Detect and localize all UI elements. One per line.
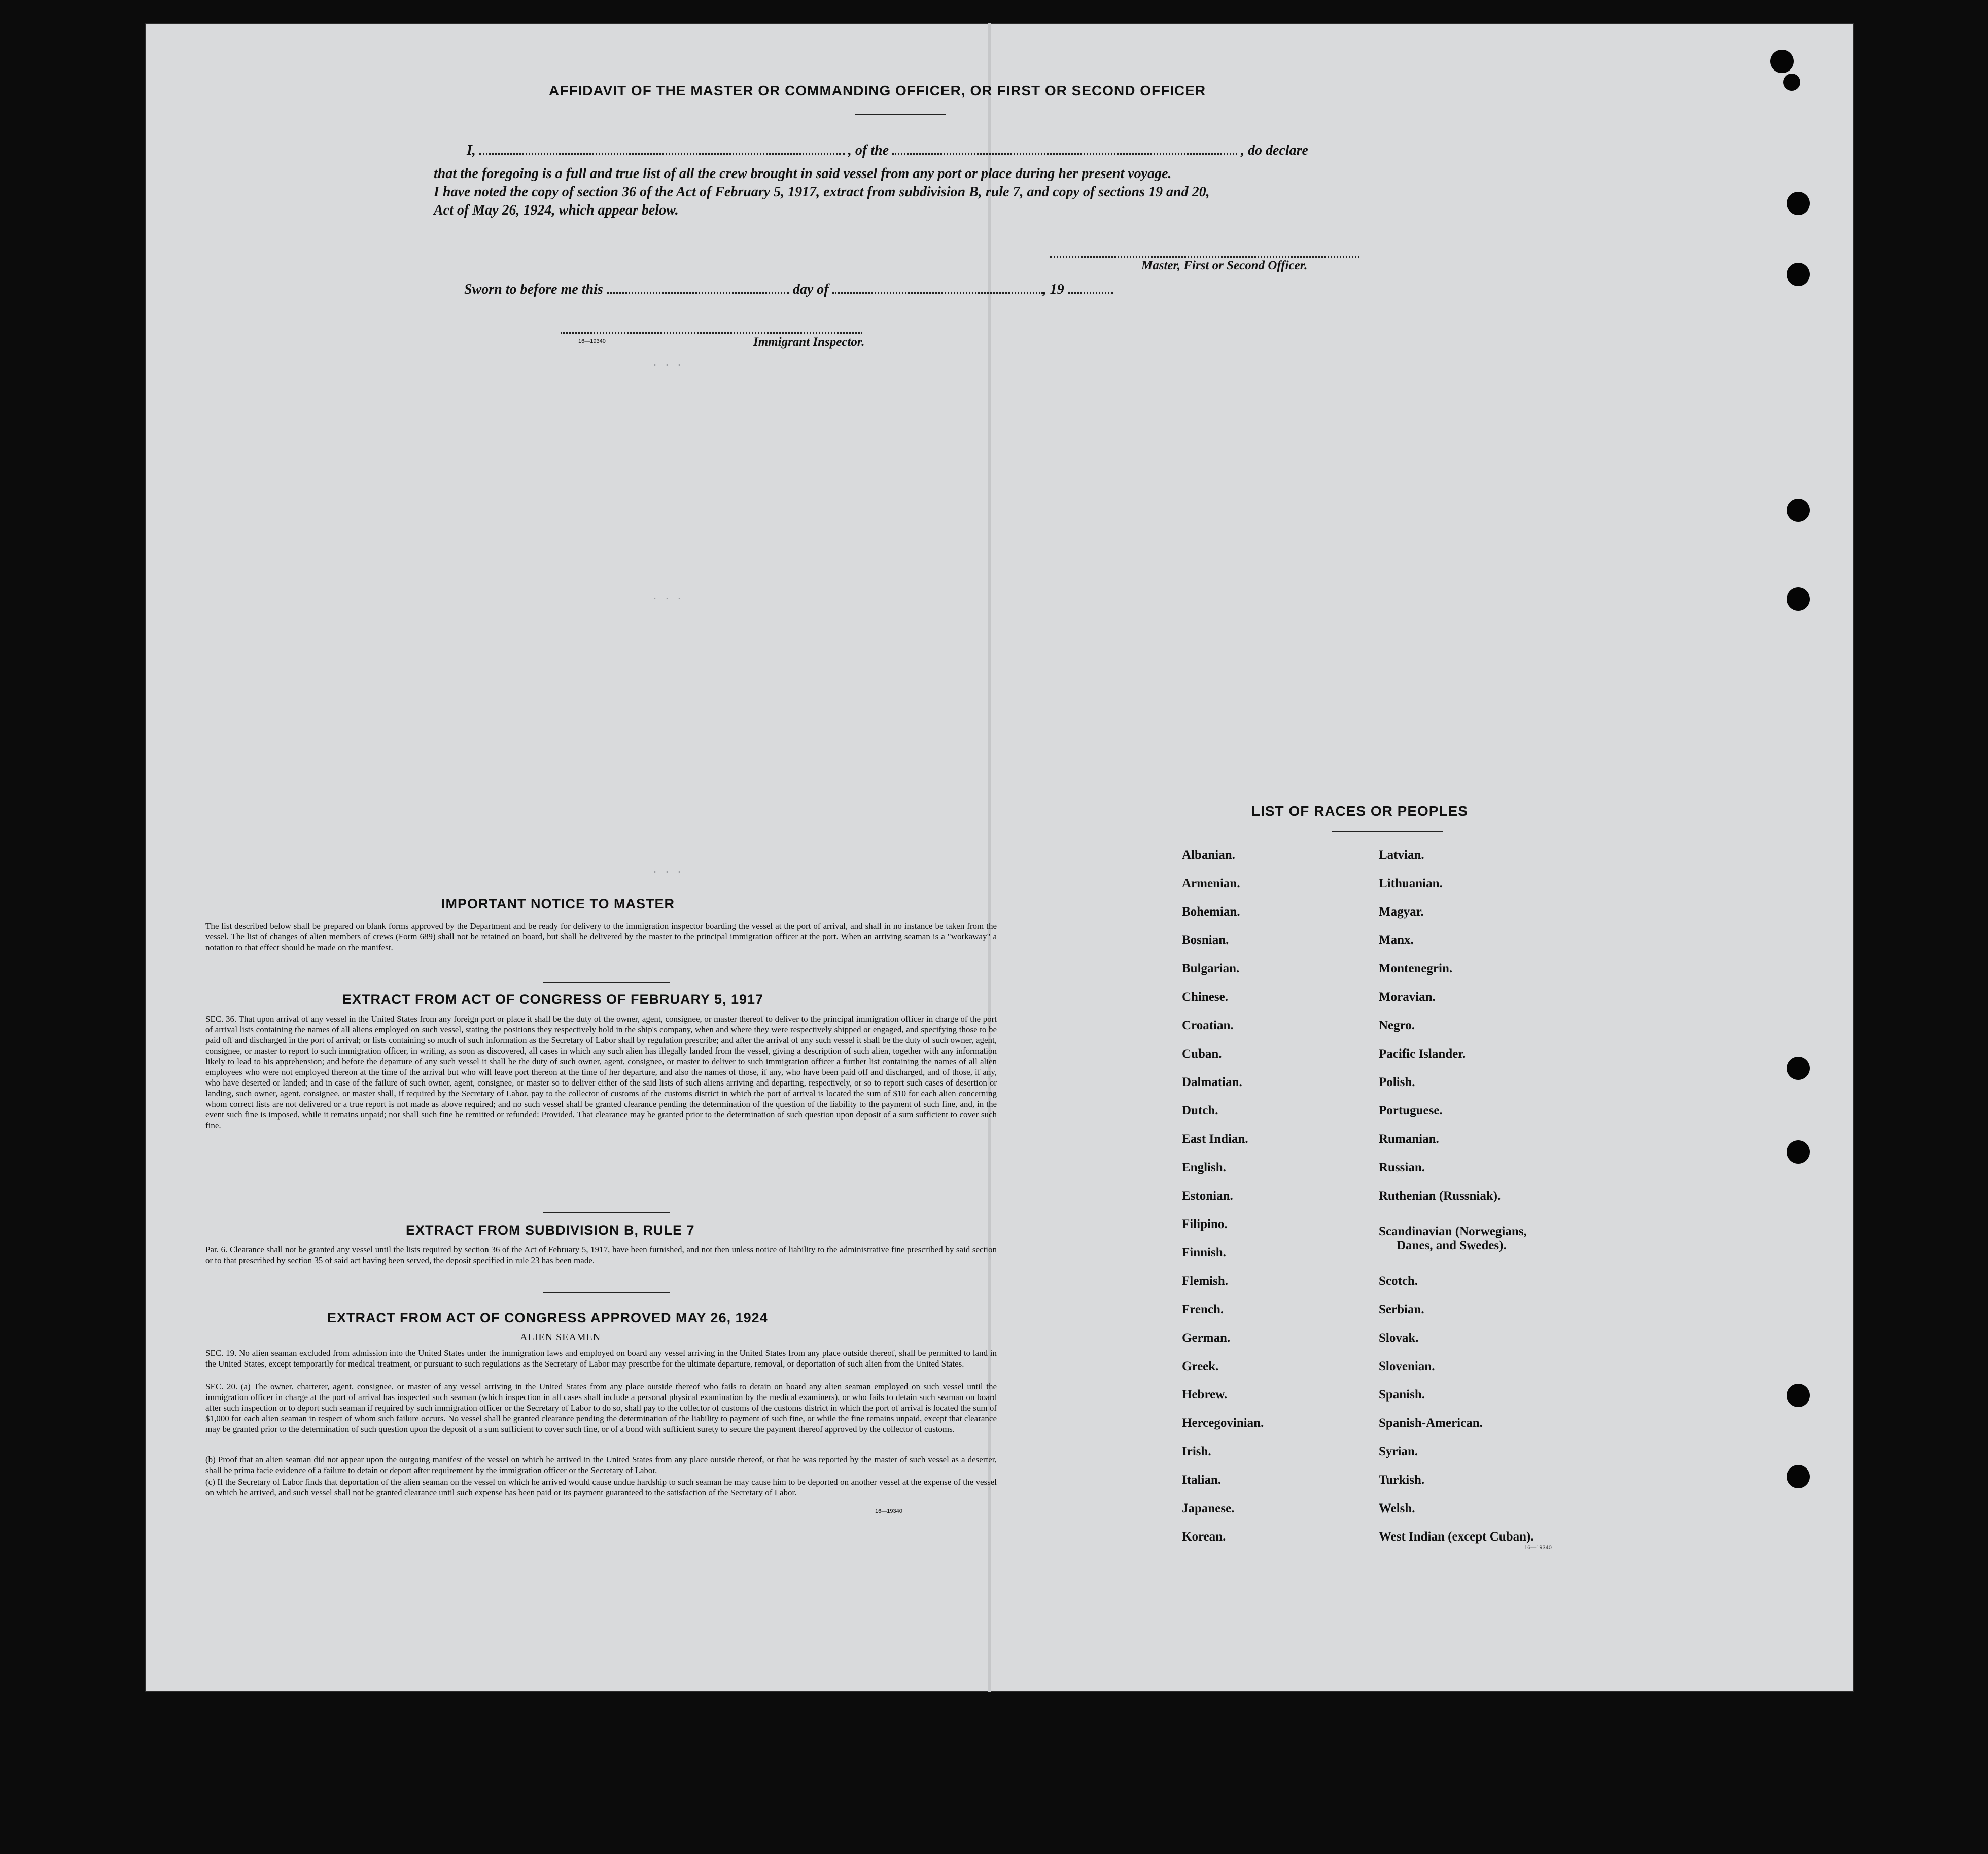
alien-seamen-subtitle: ALIEN SEAMEN (520, 1332, 601, 1343)
extract-1917-title: EXTRACT FROM ACT OF CONGRESS OF FEBRUARY 5, 1917 (342, 992, 764, 1007)
punch-hole (1787, 1384, 1810, 1407)
race-item: Armenian. (1182, 877, 1240, 890)
section-19-text: SEC. 19. No alien seaman excluded from admission into the United States under the immigration laws and employed on board any vessel arriving in the United States from any place outside thereof, shall be permitted to land in the United States, except temporarily for medical treatment, or pursuant to such regulations as the Secretary of Labor may prescribe for the ultimate departure, removal, or deportation of such alien from the United States. (205, 1348, 997, 1369)
punch-hole (1787, 1057, 1810, 1080)
race-item: English. (1182, 1161, 1226, 1174)
inspector-caption: Immigrant Inspector. (753, 335, 865, 349)
sworn-year-field[interactable] (1068, 292, 1113, 294)
bleed-through-mark: . . . (652, 865, 683, 877)
bleed-through-mark: . . . (652, 591, 683, 603)
form-number: 16—19340 (578, 338, 606, 344)
race-item: Bohemian. (1182, 905, 1240, 919)
bleed-through-mark: . . . (652, 358, 683, 369)
race-item: Spanish-American. (1379, 1416, 1483, 1430)
do-declare-label: , do declare (1241, 143, 1308, 158)
race-item: Korean. (1182, 1530, 1226, 1544)
race-item: Pacific Islander. (1379, 1047, 1466, 1061)
declaration-line2: that the foregoing is a full and true list of all the crew brought in said vessel from any port or place during her present voyage. (434, 166, 1172, 182)
affidavit-title: AFFIDAVIT OF THE MASTER OR COMMANDING OFFICER, OR FIRST OR SECOND OFFICER (549, 83, 1206, 98)
punch-hole (1787, 1140, 1810, 1164)
race-item: Negro. (1379, 1019, 1415, 1032)
section-20a-text: SEC. 20. (a) The owner, charterer, agent, consignee, or master of any vessel arriving in the United States from any place outside thereof who fails to detain on board any alien seaman employed on such vessel until the immigration officer in charge at the port of arrival has inspected such seaman (which inspection in all cases shall include a personal physical examination by the medical examiners), or who fails to detain such seaman on board after such inspection or to deport such seaman if required by such immigration officer or the Secretary of Labor to do so, shall pay to the collector of customs of the customs district in which the port of arrival is located the sum of $1,000 for each alien seaman in respect of whom such failure occurs. No vessel shall be granted clearance pending the determination of the liability to payment of such fine, or while the fine remains unpaid, except that clearance may be granted prior to the determination of such question upon the deposit of a sum sufficient to cover such fine, or of a bond with sufficient surety to secure the payment thereof approved by the collector of customs. (205, 1382, 997, 1434)
race-item: Turkish. (1379, 1473, 1425, 1487)
sworn-day-field[interactable] (607, 292, 789, 294)
race-item: West Indian (except Cuban). (1379, 1530, 1534, 1544)
form-number: 16—19340 (875, 1508, 902, 1514)
punch-hole (1787, 263, 1810, 286)
race-item: Montenegrin. (1379, 962, 1453, 975)
race-item: Estonian. (1182, 1189, 1233, 1203)
race-item: Finnish. (1182, 1246, 1226, 1260)
name-field[interactable] (479, 153, 845, 155)
race-item: Lithuanian. (1379, 877, 1443, 890)
divider (543, 982, 670, 983)
race-item: Slovak. (1379, 1331, 1419, 1345)
document-sheet (145, 23, 1854, 1692)
race-item: Scotch. (1379, 1274, 1418, 1288)
race-item: Latvian. (1379, 848, 1424, 862)
race-item: Bulgarian. (1182, 962, 1240, 975)
year-label: , 19 (1042, 282, 1064, 297)
race-item: Russian. (1379, 1161, 1425, 1174)
divider (1332, 831, 1443, 832)
vessel-field[interactable] (892, 153, 1237, 155)
races-title: LIST OF RACES OR PEOPLES (1251, 803, 1468, 819)
race-item: Bosnian. (1182, 933, 1229, 947)
race-item: Moravian. (1379, 990, 1436, 1004)
race-item: Dutch. (1182, 1104, 1218, 1117)
punch-hole (1787, 192, 1810, 215)
rule7-title: EXTRACT FROM SUBDIVISION B, RULE 7 (406, 1222, 695, 1238)
race-item: Danes, and Swedes). (1397, 1239, 1507, 1252)
notice-text: The list described below shall be prepared on blank forms approved by the Department and be ready for delivery to the immigration inspector boarding the vessel at the port of arrival, and shall in no instance be taken from the vessel. The list of changes of alien members of crews (Form 689) shall not be retained on board, but shall be delivered by the master to the principal immigration officer at the port. When an arriving seaman is a "workaway" a notation to that effect should be made on the manifest. (205, 921, 997, 952)
race-item: Welsh. (1379, 1501, 1415, 1515)
race-item: Spanish. (1379, 1388, 1425, 1402)
race-item: Flemish. (1182, 1274, 1228, 1288)
race-item: Filipino. (1182, 1217, 1228, 1231)
race-item: Hebrew. (1182, 1388, 1228, 1402)
race-item: German. (1182, 1331, 1231, 1345)
extract-1917-text: SEC. 36. That upon arrival of any vessel in the United States from any foreign port or place it shall be the duty of the owner, agent, consignee, or master thereof to deliver to the principal immigration officer in charge of the port of arrival lists containing the names of all aliens employed on such vessel, stating the positions they respectively hold in the ship's company, when and where they were respectively shipped or engaged, and specifying those to be paid off and discharged in the port of arrival; or lists containing so much of such information as the Secretary of Labor shall by regulation prescribe; and after the arrival of any such vessel it shall be the duty of such owner, agent, consignee, or master to report to such immigration officer, in writing, as soon as discovered, all cases in which any such alien has illegally landed from the vessel, giving a description of such alien, together with any information likely to lead to his apprehension; and before the departure of any such vessel it shall be the duty of such owner, agent, consignee, or master to deliver to such immigration officer a further list containing the names of all alien employees who were not employed thereon at the time of the arrival but who will leave port thereon at the time of her departure, and also the names of those, if any, who have been paid off and discharged, and of those, if any, who have deserted or landed; and in case of the failure of such owner, agent, consignee, or master so to deliver either of the said lists of such aliens arriving and departing, respectively, or so to report such cases of desertion or landing, such owner, agent, consignee, or master shall, if required by the Secretary of Labor, pay to the collector of customs of the customs district in which the port of arrival is located the sum of $10 for each alien concerning whom correct lists are not delivered or a true report is not made as above required; and no such vessel shall be granted clearance pending the determination of the question of the liability to the payment of such fine, and, in the event such fine is imposed, while it remains unpaid; nor shall such fine be remitted or refunded: Provided, That clearance may be granted prior to the determination of such question upon deposit of a sum sufficient to cover such fine. (205, 1014, 997, 1130)
race-item: Dalmatian. (1182, 1075, 1242, 1089)
race-item: Portuguese. (1379, 1104, 1443, 1117)
rule7-text: Par. 6. Clearance shall not be granted any vessel until the lists required by section 36 of the Act of February 5, 1917, have been furnished, and not then unless notice of liability to the administrative fine prescribed by said section or to that prescribed by section 35 of said act having been served, the deposit specified in rule 23 has been made. (205, 1245, 997, 1265)
inspector-signature-line[interactable] (561, 332, 862, 334)
section-20b-text: (b) Proof that an alien seaman did not appear upon the outgoing manifest of the vessel on which he arrived in the United States from any place outside thereof, or that he was reported by the master of such vessel as a deserter, shall be prima facie evidence of a failure to detain or deport after requirement by the immigration officer or the Secretary of Labor. (205, 1455, 997, 1475)
divider (543, 1292, 670, 1293)
race-item: Cuban. (1182, 1047, 1222, 1061)
race-item: Greek. (1182, 1359, 1219, 1373)
race-item: Syrian. (1379, 1445, 1418, 1458)
race-item: Polish. (1379, 1075, 1415, 1089)
page-fold (988, 23, 991, 1692)
race-item: Croatian. (1182, 1019, 1234, 1032)
divider (543, 1212, 670, 1213)
race-item: Serbian. (1379, 1303, 1424, 1316)
declaration-line3: I have noted the copy of section 36 of the Act of February 5, 1917, extract from subdivision B, rule 7, and copy of sections 19 and 20, (434, 184, 1210, 200)
race-item: Chinese. (1182, 990, 1228, 1004)
race-item: Magyar. (1379, 905, 1424, 919)
of-the-label: , of the (848, 143, 889, 158)
extract-1924-title: EXTRACT FROM ACT OF CONGRESS APPROVED MAY 26, 1924 (327, 1310, 768, 1325)
sworn-month-field[interactable] (832, 292, 1043, 294)
master-signature-line[interactable] (1050, 256, 1359, 258)
punch-hole (1787, 1465, 1810, 1488)
sworn-label: Sworn to before me this (464, 282, 603, 297)
form-number: 16—19340 (1524, 1545, 1552, 1551)
race-item: Italian. (1182, 1473, 1222, 1487)
race-item: Manx. (1379, 933, 1414, 947)
declaration-line1 (467, 143, 1524, 159)
punch-hole (1770, 50, 1794, 73)
declaration-line4: Act of May 26, 1924, which appear below. (434, 202, 679, 218)
race-item: Slovenian. (1379, 1359, 1435, 1373)
race-item: French. (1182, 1303, 1224, 1316)
punch-hole (1787, 587, 1810, 611)
race-item: Scandinavian (Norwegians, (1379, 1225, 1527, 1238)
punch-hole (1783, 74, 1800, 91)
i-label: I, (467, 143, 476, 158)
race-item: East Indian. (1182, 1132, 1248, 1146)
race-item: Albanian. (1182, 848, 1235, 862)
race-item: Hercegovinian. (1182, 1416, 1264, 1430)
punch-hole (1787, 499, 1810, 522)
race-item: Ruthenian (Russniak). (1379, 1189, 1501, 1203)
section-20c-text: (c) If the Secretary of Labor finds that deportation of the alien seaman on the vessel on which he arrived would cause undue hardship to such seaman he may cause him to be deported on another vessel at the expense of the vessel on which he arrived, and such vessel shall not be granted clearance until such expense has been paid or its payment guaranteed to the satisfaction of the Secretary of Labor. (205, 1477, 997, 1497)
race-item: Japanese. (1182, 1501, 1235, 1515)
divider (855, 114, 946, 115)
race-item: Rumanian. (1379, 1132, 1439, 1146)
master-caption: Master, First or Second Officer. (1141, 259, 1308, 272)
notice-title: IMPORTANT NOTICE TO MASTER (441, 896, 675, 912)
race-item: Irish. (1182, 1445, 1211, 1458)
sworn-line (464, 282, 1113, 298)
day-of-label: day of (792, 282, 829, 297)
